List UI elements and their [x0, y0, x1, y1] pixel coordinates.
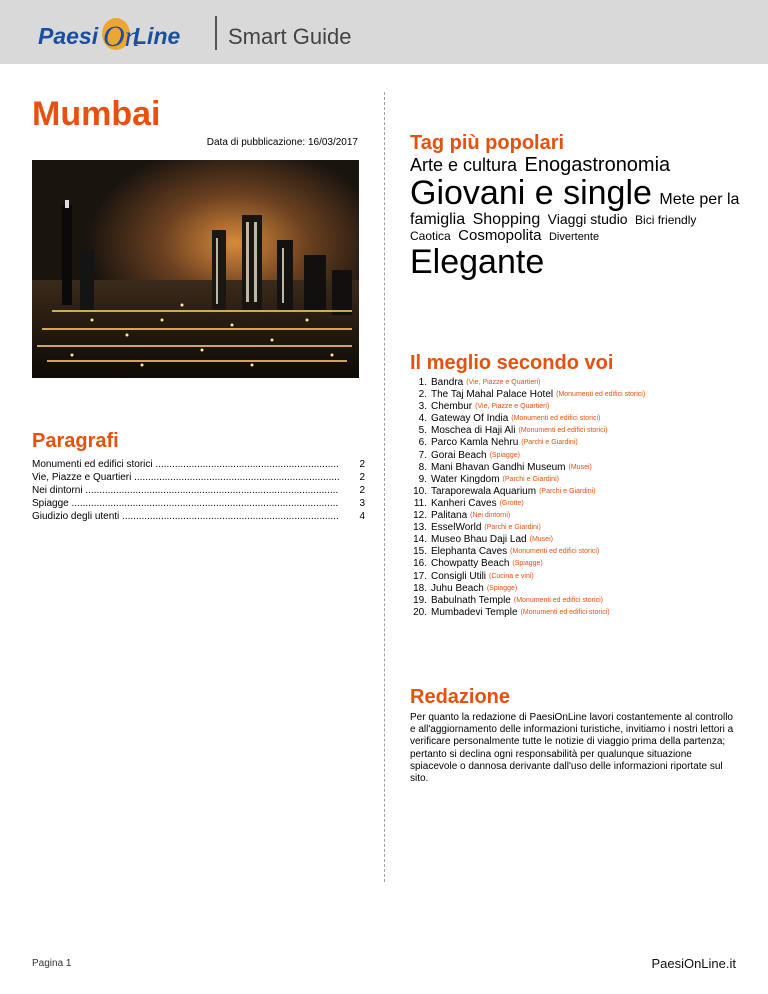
meglio-item[interactable] [408, 522, 748, 534]
toc-label: Spiagge ..... [32, 497, 339, 510]
meglio-category: (Nei dintorni) [470, 512, 511, 520]
publication-date: Data di pubblicazione: 16/03/2017 [206, 137, 358, 148]
meglio-name: Water Kingdom [431, 473, 500, 485]
meglio-rank: 19. [413, 594, 427, 606]
meglio-name: Mani Bhavan Gandhi Museum [431, 461, 566, 473]
meglio-item[interactable] [408, 401, 748, 413]
page-number: Pagina 1 [32, 958, 72, 969]
meglio-name: Juhu Beach [431, 582, 484, 594]
meglio-rank: 12. [413, 510, 427, 522]
meglio-item[interactable] [408, 583, 748, 595]
meglio-name: Bandra [431, 377, 464, 388]
meglio-item[interactable] [408, 389, 748, 401]
meglio-rank: 7. [418, 449, 427, 461]
meglio-category: (Spiagge) [512, 560, 543, 568]
column-divider [384, 92, 385, 882]
meglio-rank: 8. [418, 461, 427, 473]
meglio-category: (Monumenti ed edifici storici) [518, 427, 608, 435]
meglio-name: Elephanta Caves [431, 546, 508, 558]
meglio-rank: 20. [413, 606, 427, 618]
redazione-text: Per quanto la redazione di PaesiOnLine lavori costantemente al controllo e all'aggiornamento delle informazioni turistiche, invitiamo i nostri lettori a verificare personalmente tutte le notizie di viaggio prima della partenza; pertanto si declina ogni responsabilità per qualunque situazione spiacevole o dannosa derivante dall'uso delle informazioni riportate sul sito. [410, 712, 734, 785]
header-bar [0, 0, 768, 64]
meglio-item[interactable] [408, 462, 748, 474]
tag-link[interactable]: Giovani e single [410, 174, 652, 212]
meglio-name: Gateway Of India [431, 413, 509, 425]
meglio-item[interactable] [408, 558, 748, 570]
meglio-category: (Spiagge) [486, 584, 518, 592]
meglio-name: Kanheri Caves [431, 497, 497, 509]
meglio-name: Parco Kamla Nehru [431, 437, 519, 449]
tag-link[interactable]: Caotica [410, 229, 451, 244]
meglio-rank: 4. [418, 413, 427, 425]
meglio-item[interactable] [408, 498, 748, 510]
meglio-category: (Monumenti ed edifici storici) [510, 548, 600, 556]
meglio-rank: 10. [413, 485, 427, 497]
tag-link[interactable]: Elegante [410, 243, 545, 282]
meglio-category: (Grotte) [499, 499, 524, 507]
toc-row[interactable] [32, 471, 365, 484]
meglio-category: (Musei) [529, 536, 553, 544]
redazione-heading: Redazione [410, 686, 511, 708]
meglio-item[interactable] [408, 474, 748, 486]
toc-label: Giudizio degli utenti ..... [32, 510, 339, 523]
svg-text:Line: Line [133, 23, 181, 49]
tag-link[interactable]: Enogastronomia [524, 154, 671, 176]
meglio-rank: 18. [413, 582, 427, 594]
svg-text:Paesi: Paesi [38, 23, 99, 49]
meglio-category: (Cucina e vini) [489, 572, 534, 580]
toc-row[interactable] [32, 458, 365, 471]
meglio-item[interactable] [408, 377, 748, 389]
meglio-category: (Monumenti ed edifici storici) [520, 608, 610, 616]
toc-page-number: 2 [359, 459, 365, 470]
meglio-rank: 11. [413, 497, 427, 509]
meglio-name: Gorai Beach [431, 449, 487, 461]
meglio-category: (Parchi e Giardini) [502, 475, 559, 483]
meglio-category: (Monumenti ed edifici storici) [511, 415, 601, 423]
toc-row[interactable] [32, 510, 365, 523]
footer-site-link[interactable]: PaesiOnLine.it [651, 956, 736, 971]
meglio-item[interactable] [408, 534, 748, 546]
meglio-category: (Monumenti ed edifici storici) [556, 391, 646, 399]
meglio-name: Moschea di Haji Ali [431, 425, 516, 437]
toc-page-number: 3 [359, 498, 365, 509]
meglio-category: (Spiagge) [489, 451, 520, 459]
meglio-name: Museo Bhau Daji Lad [431, 534, 527, 546]
tags-heading: Tag più popolari [410, 132, 565, 154]
tag-link[interactable]: Bici friendly [635, 212, 697, 227]
toc-row[interactable] [32, 484, 365, 497]
toc-label: Vie, Piazze e Quartieri ..... [32, 471, 339, 484]
meglio-category: (Monumenti ed edifici storici) [513, 596, 603, 604]
meglio-category: (Vie, Piazze e Quartieri) [466, 379, 541, 386]
meglio-rank: 15. [413, 546, 427, 558]
city-title: Mumbai [32, 95, 161, 133]
paragrafi-list [32, 458, 365, 523]
toc-label: Nei dintorni ..... [32, 484, 339, 497]
meglio-rank: 9. [418, 473, 427, 485]
tag-link[interactable]: Cosmopolita [458, 227, 542, 245]
toc-page-number: 4 [359, 511, 365, 522]
tag-link[interactable]: Arte e cultura [410, 155, 518, 175]
tag-cloud [410, 155, 740, 281]
tag-link[interactable]: Mete per la famiglia [410, 191, 740, 228]
meglio-item[interactable] [408, 510, 748, 522]
meglio-rank: 13. [413, 522, 427, 534]
meglio-rank: 1. [418, 377, 427, 388]
meglio-name: Palitana [431, 510, 468, 522]
meglio-category: (Parchi e Giardini) [484, 524, 541, 532]
city-photo [32, 160, 359, 378]
meglio-name: Chembur [431, 401, 473, 413]
meglio-rank: 16. [413, 558, 427, 570]
tag-link[interactable]: Viaggi studio [547, 210, 628, 227]
meglio-item[interactable] [408, 571, 748, 583]
meglio-rank: 5. [418, 425, 427, 437]
meglio-name: Consigli Utili [431, 570, 487, 582]
meglio-item[interactable] [408, 486, 748, 498]
meglio-name: Babulnath Temple [431, 594, 511, 606]
meglio-name: Taraporewala Aquarium [431, 485, 537, 497]
meglio-rank: 6. [418, 437, 427, 449]
meglio-heading: Il meglio secondo voi [410, 352, 614, 374]
meglio-item[interactable] [408, 450, 748, 462]
meglio-item[interactable] [408, 425, 748, 437]
meglio-rank: 17. [413, 570, 427, 582]
meglio-category: (Parchi e Giardini) [521, 439, 578, 447]
meglio-name: Mumbadevi Temple [431, 606, 518, 618]
meglio-item[interactable] [408, 437, 748, 449]
toc-row[interactable] [32, 497, 365, 510]
meglio-item[interactable] [408, 413, 748, 425]
meglio-category: (Parchi e Giardini) [539, 487, 596, 495]
meglio-name: The Taj Mahal Palace Hotel [431, 389, 554, 401]
tag-link[interactable]: Shopping [472, 210, 541, 228]
toc-label: Monumenti ed edifici storici ..... [32, 458, 339, 471]
meglio-category: (Vie, Piazze e Quartieri) [475, 403, 550, 411]
meglio-rank: 3. [418, 401, 427, 413]
tag-link[interactable]: Divertente [548, 231, 600, 244]
svg-text:On: On [103, 20, 140, 52]
meglio-rank: 14. [413, 534, 427, 546]
toc-page-number: 2 [359, 485, 365, 496]
header-divider [215, 16, 217, 50]
paragrafi-heading: Paragrafi [32, 430, 119, 452]
header-subtitle: Smart Guide [228, 24, 352, 49]
toc-page-number: 2 [359, 472, 365, 483]
meglio-item[interactable] [408, 546, 748, 558]
meglio-list [408, 377, 748, 619]
meglio-category: (Musei) [568, 463, 592, 471]
meglio-item[interactable] [408, 607, 748, 619]
meglio-name: EsselWorld [431, 522, 482, 534]
meglio-rank: 2. [418, 389, 427, 401]
paesionline-logo [36, 16, 196, 52]
meglio-item[interactable] [408, 595, 748, 607]
meglio-name: Chowpatty Beach [431, 558, 510, 570]
